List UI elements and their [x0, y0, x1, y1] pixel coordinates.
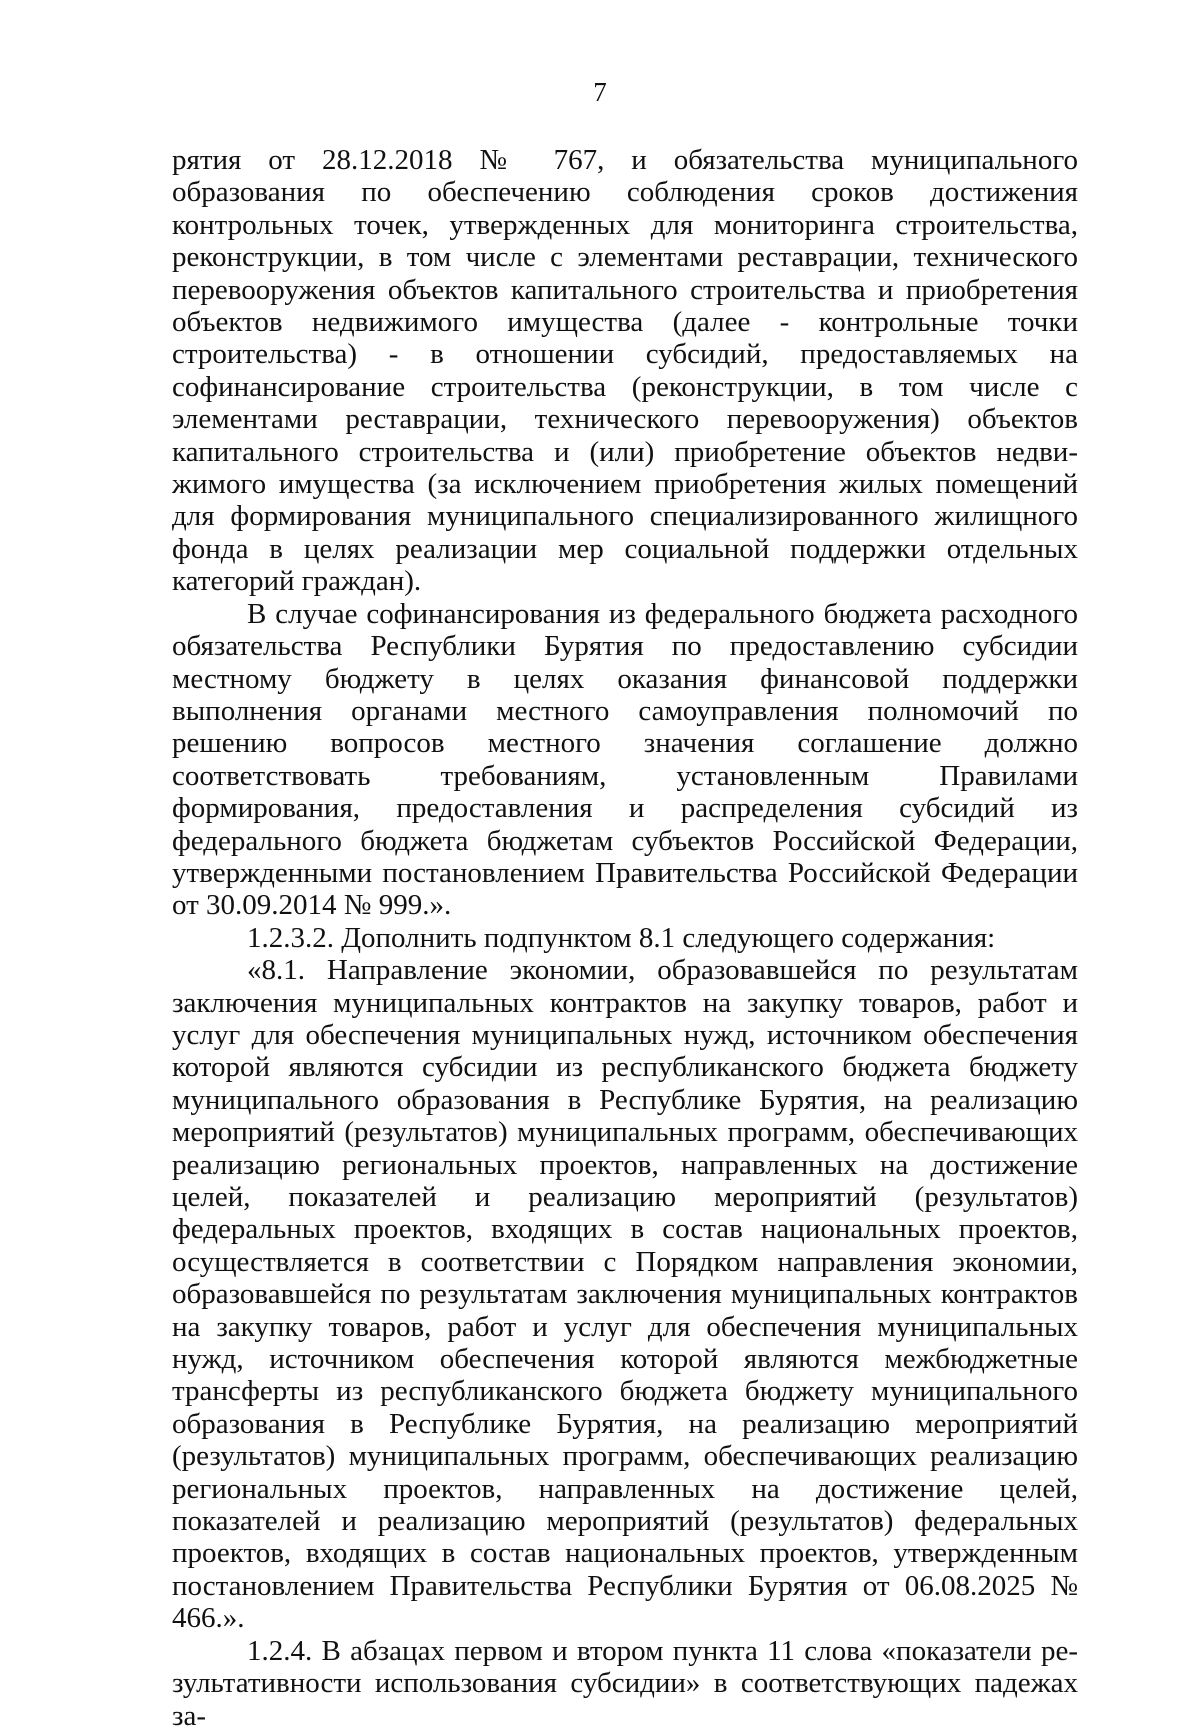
page-number: 7: [593, 77, 607, 107]
paragraph-1: рятия от 28.12.2018 № 767, и обязательства муниципального образования по обеспечению соблюдения сроков достижения контрольных точек, утвержденных для мониторинга строительства, реконструкции, в том числе с элементами реставрации, технического перевооружения объектов капитального строительства и приобретения объектов недвижимого имущества (далее - контрольные точки строительства) - в отношении субсидий, предоставляемых на софинансирование строительства (реконструкции, в том числе с элементами реставрации, технического перевооружения) объектов капитального строительства и (или) приобретение объектов недвижимого имущества (за исключением приобретения жилых помещений для формирования муниципального специализированного жилищного фонда в целях реализации мер социальной поддержки отдельных категорий граждан).: [172, 144, 1078, 598]
paragraph-5: 1.2.4. В абзацах первом и втором пункта 11 слова «показатели результативности использования субсидии» в соответствующих падежах за-: [172, 1634, 1078, 1732]
paragraph-4: «8.1. Направление экономии, образовавшейся по результатам заключения муниципальных контрактов на закупку товаров, работ и услуг для обеспечения муниципальных нужд, источником обеспечения которой являются субсидии из республиканского бюджета бюджету муниципального образования в Республике Бурятия, на реализацию мероприятий (результатов) муниципальных программ, обеспечивающих реализацию региональных проектов, направленных на достижение целей, показателей и реализацию мероприятий (результатов) федеральных проектов, входящих в состав национальных проектов, осуществляется в соответствии с Порядком направления экономии, образовавшейся по результатам заключения муниципальных контрактов на закупку товаров, работ и услуг для обеспечения муниципальных нужд, источником обеспечения которой являются межбюджетные трансферты из республиканского бюджета бюджету муниципального образования в Республике Бурятия, на реализацию мероприятий (результатов) муниципальных программ, обеспечивающих реализацию региональных проектов, направленных на достижение целей, показателей и реализацию мероприятий (результатов) федеральных проектов, входящих в состав национальных проектов, утвержденным постановлением Правительства Республики Бурятия от 06.08.2025 № 466.».: [172, 954, 1078, 1635]
paragraph-3: 1.2.3.2. Дополнить подпунктом 8.1 следующего содержания:: [247, 921, 996, 954]
paragraph-2: В случае софинансирования из федерального бюджета расходного обязательства Республики Бурятия по предоставлению субсидии местному бюджету в целях оказания финансовой поддержки выполнения органами местного самоуправления полномочий по решению вопросов местного значения соглашение должно соответствовать требованиям, установленным Правилами формирования, предоставления и распределения субсидий из федерального бюджета бюджетам субъектов Российской Федерации, утвержденными постановлением Правительства Российской Федерации от 30.09.2014 № 999.».: [172, 597, 1078, 922]
document-body: [172, 144, 1078, 1732]
